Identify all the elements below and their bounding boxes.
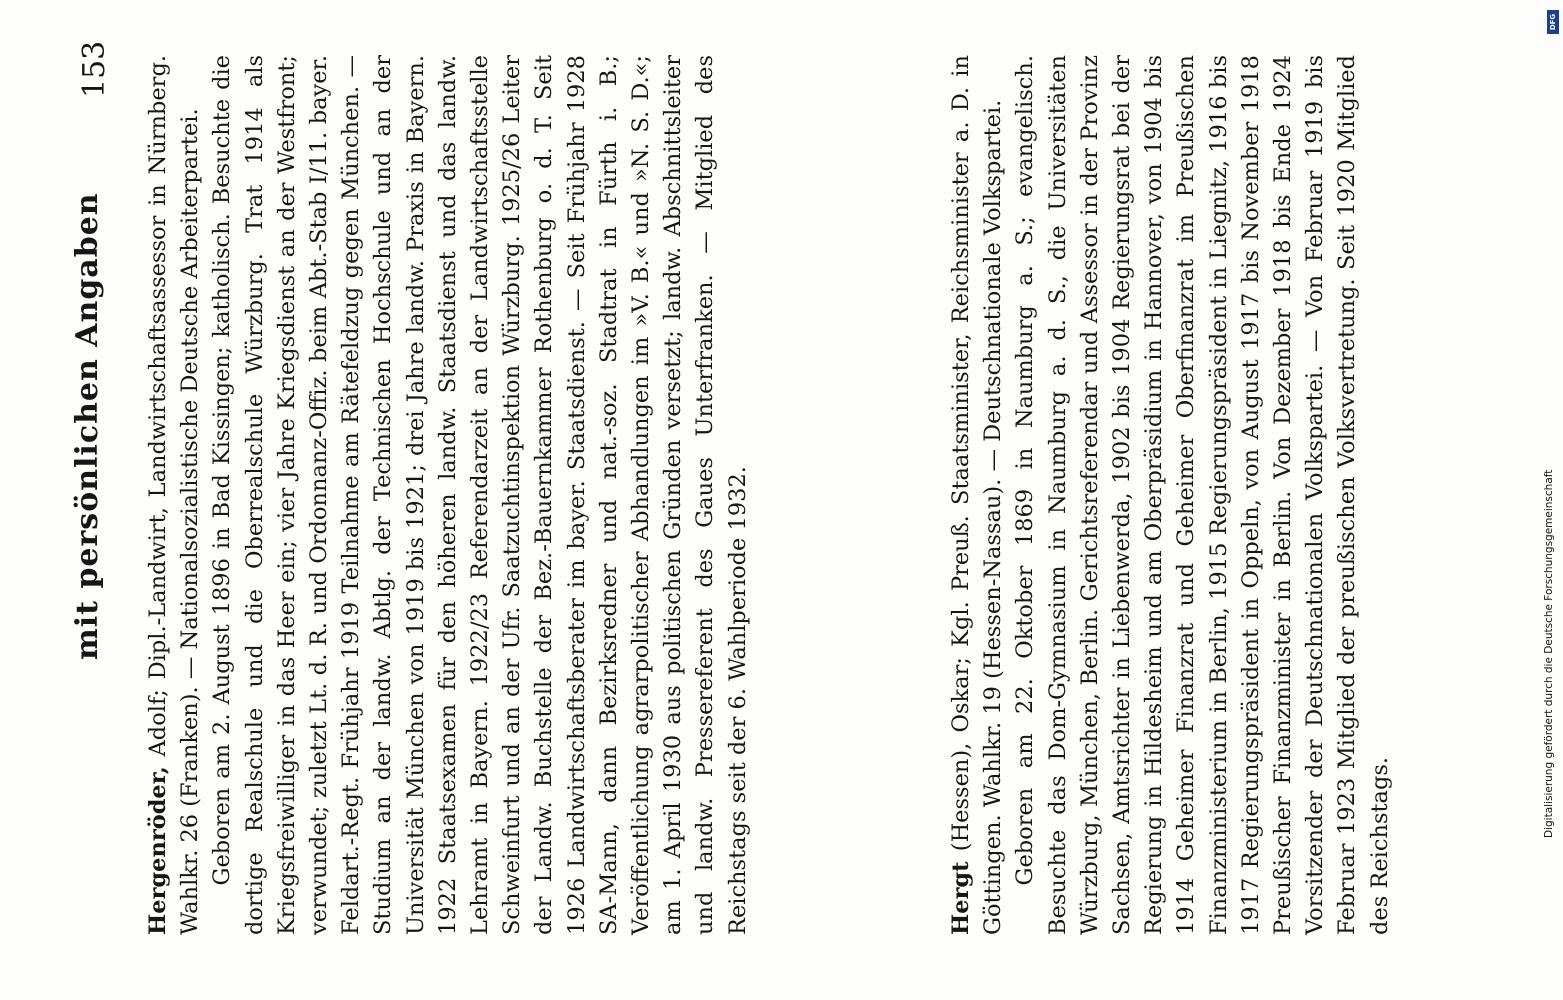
entry-body: Geboren am 22. Oktober 1869 in Naumburg a. S.; evangelisch. Besuchte das Dom-Gymnasium in Naumburg a. d. S., die Universitäten Würzburg, München, Berlin. Gerichtsreferendar und Assessor in der Provinz Sachsen, Amtsrichter in Liebenwerda, 1902 bis 1904 Regierungsrat bei der Regierung in Hildesheim und am Oberpräsidium in Hannover, von 1904 bis 1914 Geheimer Finanzrat und Geheimer Oberfinanzrat im Preußischen Finanzministerium in Berlin, 1915 Regierungspräsident in Liegnitz, 1916 bis 1917 Regierungspräsident in Oppeln, von August 1917 bis November 1918 Preußischer Finanzminister in Berlin. Von Dezember 1918 bis Ende 1924 Vorsitzender der Deutschnationalen Volkspartei. — Von Februar 1919 bis Februar 1923 Mitglied der preußischen Volksvertretung. Seit 1920 Mitglied des Reichstags. (1012, 55, 1393, 935)
entry-name: Hergenröder, (145, 766, 171, 935)
dfg-logo: DFG (1547, 10, 1559, 34)
entry-intro: (Hessen), Oskar; Kgl. Preuß. Staatsminister, Reichsminister a. D. in Göttingen. Wahlkr. 19 (Hessen-Nassau). — Deutschnationale Volkspartei. (948, 55, 1007, 935)
page-number: 153 (77, 40, 112, 98)
entry-name: Hergt (948, 861, 974, 935)
entry-header (945, 55, 1009, 935)
digitization-note: Digitalisierung gefördert durch die Deutsche Forschungsgemeinschaft (1543, 469, 1555, 838)
entry-body: Geboren am 2. August 1896 in Bad Kissingen; katholisch. Besuchte die dortige Realschule und die Oberrealschule Würzburg. Trat 1914 als Kriegsfreiwilliger in das Heer ein; vier Jahre Kriegsdienst an der Westfront; verwundet; zuletzt Lt. d. R. und Ordonnanz-Offiz. beim Abt.-Stab I/11. bayer. Feldart.-Regt. Frühjahr 1919 Teilnahme am Rätefeldzug gegen München. — Studium an der landw. Abtlg. der Technischen Hochschule und an der Universität München von 1919 bis 1921; drei Jahre landw. Praxis in Bayern. 1922 Staatsexamen für den höheren landw. Staatsdienst und das landw. Lehramt in Bayern. 1922/23 Referendarzeit an der Landwirtschaftsstelle Schweinfurt und an der Ufr. Saatzuchtinspektion Würzburg. 1925/26 Leiter der Landw. Buchstelle der Bez.-Bauernkammer Rothenburg o. d. T. Seit 1926 Landwirtschaftsberater im bayer. Staatsdienst. — Seit Frühjahr 1928 SA-Mann, dann Bezirksredner und nat.-soz. Stadtrat in Fürth i. B.; Veröffentlichung agrarpolitischer Abhandlungen im »V. B.« und »N. S. D.«; am 1. April 1930 aus politischen Gründen versetzt; landw. Abschnittsleiter und landw. Pressereferent des Gaues Unterfranken. — Mitglied des Reichstags seit der 6. Wahlperiode 1932. (209, 55, 751, 935)
biography-entry-hergenroeder (142, 55, 754, 935)
entry-intro: Adolf; Dipl.-Landwirt, Landwirtschaftsassessor in Nürnberg. Wahlkr. 26 (Franken). — Nationalsozialistische Deutsche Arbeiterpartei. (145, 55, 204, 935)
page-heading: mit persönlichen Angaben (70, 192, 105, 660)
entry-header (142, 55, 206, 935)
biography-entry-hergt (945, 55, 1396, 935)
